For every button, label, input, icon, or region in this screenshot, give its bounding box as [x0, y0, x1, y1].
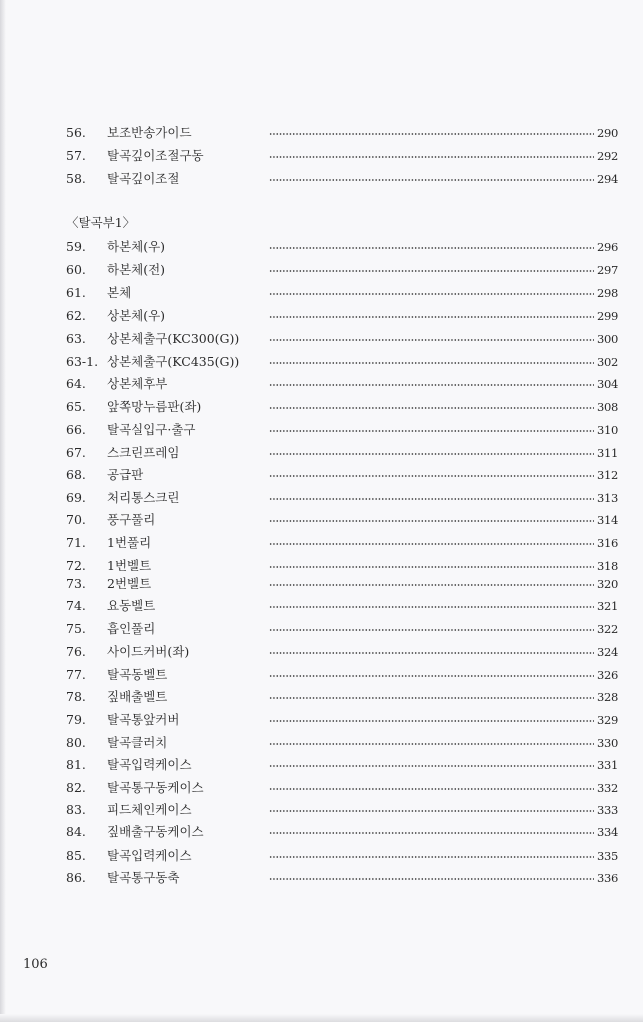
toc-entry-title: 요동벨트 [107, 598, 156, 613]
toc-entry-number: 58. [66, 171, 86, 186]
toc-entry-page: 292 [596, 149, 618, 163]
toc-entry [66, 124, 618, 142]
dot-leader [269, 362, 594, 364]
dot-leader [269, 765, 594, 767]
toc-entry-number: 72. [66, 558, 86, 573]
dot-leader [269, 629, 594, 631]
dot-leader [269, 743, 594, 745]
dot-leader [269, 810, 594, 812]
toc-entry-page: 298 [596, 286, 618, 300]
toc-entry-page: 310 [596, 423, 618, 437]
toc-entry [66, 466, 618, 484]
toc-entry [66, 421, 618, 439]
toc-entry-title: 공급판 [107, 467, 144, 482]
toc-entry-title: 탈곡실입구·출구 [107, 422, 196, 437]
page-number: 106 [23, 957, 48, 972]
toc-entry [66, 489, 618, 507]
toc-entry [66, 711, 618, 729]
toc-entry-title: 보조반송가이드 [107, 125, 192, 140]
toc-entry [66, 398, 618, 416]
toc-entry-number: 83. [66, 802, 86, 817]
toc-entry-page: 321 [596, 599, 618, 613]
toc-entry [66, 779, 618, 797]
toc-entry-title: 피드체인케이스 [107, 802, 192, 817]
toc-entry-number: 59. [66, 239, 86, 254]
toc-entry-title: 탈곡통앞커버 [107, 712, 180, 727]
toc-entry-number: 71. [66, 535, 86, 550]
toc-entry-page: 302 [596, 355, 618, 369]
toc-entry [66, 534, 618, 552]
toc-entry-number: 73. [66, 576, 86, 591]
toc-entry-page: 329 [596, 713, 618, 727]
toc-entry-page: 326 [596, 668, 618, 682]
toc-entry [66, 756, 618, 774]
toc-entry-title: 1번벨트 [107, 558, 152, 573]
toc-entry [66, 643, 618, 661]
toc-entry-title: 하본체(우) [107, 239, 166, 254]
toc-entry-page: 294 [596, 172, 618, 186]
toc-entry-page: 300 [596, 332, 618, 346]
toc-entry-page: 322 [596, 622, 618, 636]
toc-entry-page: 334 [596, 825, 618, 839]
toc-entry-page: 296 [596, 240, 618, 254]
toc-entry-number: 60. [66, 262, 86, 277]
toc-entry-page: 328 [596, 690, 618, 704]
toc-entry-title: 사이드커버(좌) [107, 644, 190, 659]
toc-entry-number: 69. [66, 490, 86, 505]
toc-entry-number: 65. [66, 399, 86, 414]
toc-entry [66, 147, 618, 165]
dot-leader [269, 407, 594, 409]
toc-entry-number: 76. [66, 644, 86, 659]
dot-leader [269, 179, 594, 181]
toc-entry-number: 63. [66, 331, 86, 346]
toc-entry-page: 314 [596, 513, 618, 527]
dot-leader [269, 247, 594, 249]
toc-entry [66, 597, 618, 615]
toc-entry-page: 335 [596, 849, 618, 863]
toc-entry [66, 575, 618, 593]
toc-entry-number: 56. [66, 125, 86, 140]
toc-entry [66, 557, 618, 575]
toc-entry-page: 320 [596, 577, 618, 591]
toc-entry-title: 상본체출구(KC300(G)) [107, 331, 240, 346]
dot-leader [269, 316, 594, 318]
toc-entry-page: 311 [596, 446, 618, 460]
toc-entry [66, 511, 618, 529]
toc-entry-number: 64. [66, 376, 86, 391]
toc-entry-page: 331 [596, 758, 618, 772]
dot-leader [269, 270, 594, 272]
toc-entry-page: 332 [596, 781, 618, 795]
toc-entry-title: 풍구풀리 [107, 512, 156, 527]
toc-entry [66, 688, 618, 706]
toc-entry [66, 847, 618, 865]
toc-entry [66, 734, 618, 752]
toc-entry-page: 297 [596, 263, 618, 277]
toc-entry-page: 318 [596, 559, 618, 573]
dot-leader [269, 520, 594, 522]
toc-entry [66, 170, 618, 188]
toc-entry-title: 짚배출벨트 [107, 689, 168, 704]
dot-leader [269, 384, 594, 386]
dot-leader [269, 832, 594, 834]
toc-entry-title: 2번벨트 [107, 576, 152, 591]
toc-entry-title: 스크린프레임 [107, 445, 180, 460]
toc-entry-title: 처리통스크린 [107, 490, 180, 505]
toc-entry [66, 238, 618, 256]
toc-entry-title: 탈곡통구동케이스 [107, 780, 204, 795]
toc-entry [66, 801, 618, 819]
toc-entry [66, 444, 618, 462]
toc-entry-page: 312 [596, 468, 618, 482]
dot-leader [269, 584, 594, 586]
toc-entry-page: 324 [596, 645, 618, 659]
toc-entry-number: 68. [66, 467, 86, 482]
dot-leader [269, 293, 594, 295]
dot-leader [269, 788, 594, 790]
toc-entry [66, 869, 618, 887]
dot-leader [269, 430, 594, 432]
toc-entry-number: 63-1. [66, 354, 99, 369]
toc-entry-page: 316 [596, 536, 618, 550]
toc-entry-title: 앞쪽망누름판(좌) [107, 399, 202, 414]
dot-leader [269, 475, 594, 477]
dot-leader [269, 697, 594, 699]
toc-entry-title: 흡인풀리 [107, 621, 156, 636]
toc-entry-page: 290 [596, 126, 618, 140]
toc-entry-number: 77. [66, 667, 86, 682]
toc-entry-number: 66. [66, 422, 86, 437]
toc-entry-page: 330 [596, 736, 618, 750]
toc-entry [66, 823, 618, 841]
toc-entry-number: 75. [66, 621, 86, 636]
toc-entry-title: 본체 [107, 285, 132, 300]
toc-entry [66, 307, 618, 325]
toc-entry-number: 80. [66, 735, 86, 750]
toc-entry-title: 탈곡클러치 [107, 735, 168, 750]
toc-entry-number: 84. [66, 824, 86, 839]
toc-entry-page: 308 [596, 400, 618, 414]
toc-entry-number: 78. [66, 689, 86, 704]
toc-entry [66, 353, 618, 371]
dot-leader [269, 856, 594, 858]
toc-entry-title: 탈곡입력케이스 [107, 757, 192, 772]
toc-entry-page: 304 [596, 377, 618, 391]
dot-leader [269, 498, 594, 500]
toc-entry [66, 666, 618, 684]
toc-entry-title: 상본체출구(KC435(G)) [107, 354, 240, 369]
toc-entry-number: 57. [66, 148, 86, 163]
toc-entry-title: 탈곡통구동축 [107, 870, 180, 885]
toc-entry-number: 61. [66, 285, 86, 300]
dot-leader [269, 156, 594, 158]
toc-entry-number: 85. [66, 848, 86, 863]
toc-entry-number: 70. [66, 512, 86, 527]
toc-entry-number: 62. [66, 308, 86, 323]
toc-entry-title: 1번풀리 [107, 535, 152, 550]
dot-leader [269, 133, 594, 135]
dot-leader [269, 675, 594, 677]
toc-entry-page: 333 [596, 803, 618, 817]
toc-entry-page: 299 [596, 309, 618, 323]
toc-entry-number: 86. [66, 870, 86, 885]
dot-leader [269, 652, 594, 654]
toc-entry-title: 하본체(전) [107, 262, 166, 277]
dot-leader [269, 878, 594, 880]
toc-entry-title: 상본체(우) [107, 308, 166, 323]
toc-entry-number: 82. [66, 780, 86, 795]
toc-entry [66, 620, 618, 638]
toc-entry-number: 81. [66, 757, 86, 772]
toc-entry-number: 74. [66, 598, 86, 613]
section-heading: 〈탈곡부1〉 [66, 215, 136, 230]
toc-entry-number: 79. [66, 712, 86, 727]
toc-entry-number: 67. [66, 445, 86, 460]
toc-entry-title: 상본체후부 [107, 376, 168, 391]
toc-entry-page: 313 [596, 491, 618, 505]
toc-entry-title: 탈곡깊이조절구동 [107, 148, 204, 163]
dot-leader [269, 453, 594, 455]
toc-entry-title: 탈곡입력케이스 [107, 848, 192, 863]
toc-entry [66, 261, 618, 279]
toc-entry-page: 336 [596, 871, 618, 885]
toc-entry [66, 375, 618, 393]
page-edge-shadow-bottom [0, 1014, 643, 1022]
dot-leader [269, 543, 594, 545]
toc-entry-title: 탈곡동벨트 [107, 667, 168, 682]
dot-leader [269, 606, 594, 608]
dot-leader [269, 339, 594, 341]
dot-leader [269, 720, 594, 722]
dot-leader [269, 566, 594, 568]
page-edge-shadow-left [0, 0, 6, 1022]
toc-entry [66, 284, 618, 302]
toc-entry-title: 탈곡깊이조절 [107, 171, 180, 186]
toc-entry-title: 짚배출구동케이스 [107, 824, 204, 839]
toc-entry [66, 330, 618, 348]
